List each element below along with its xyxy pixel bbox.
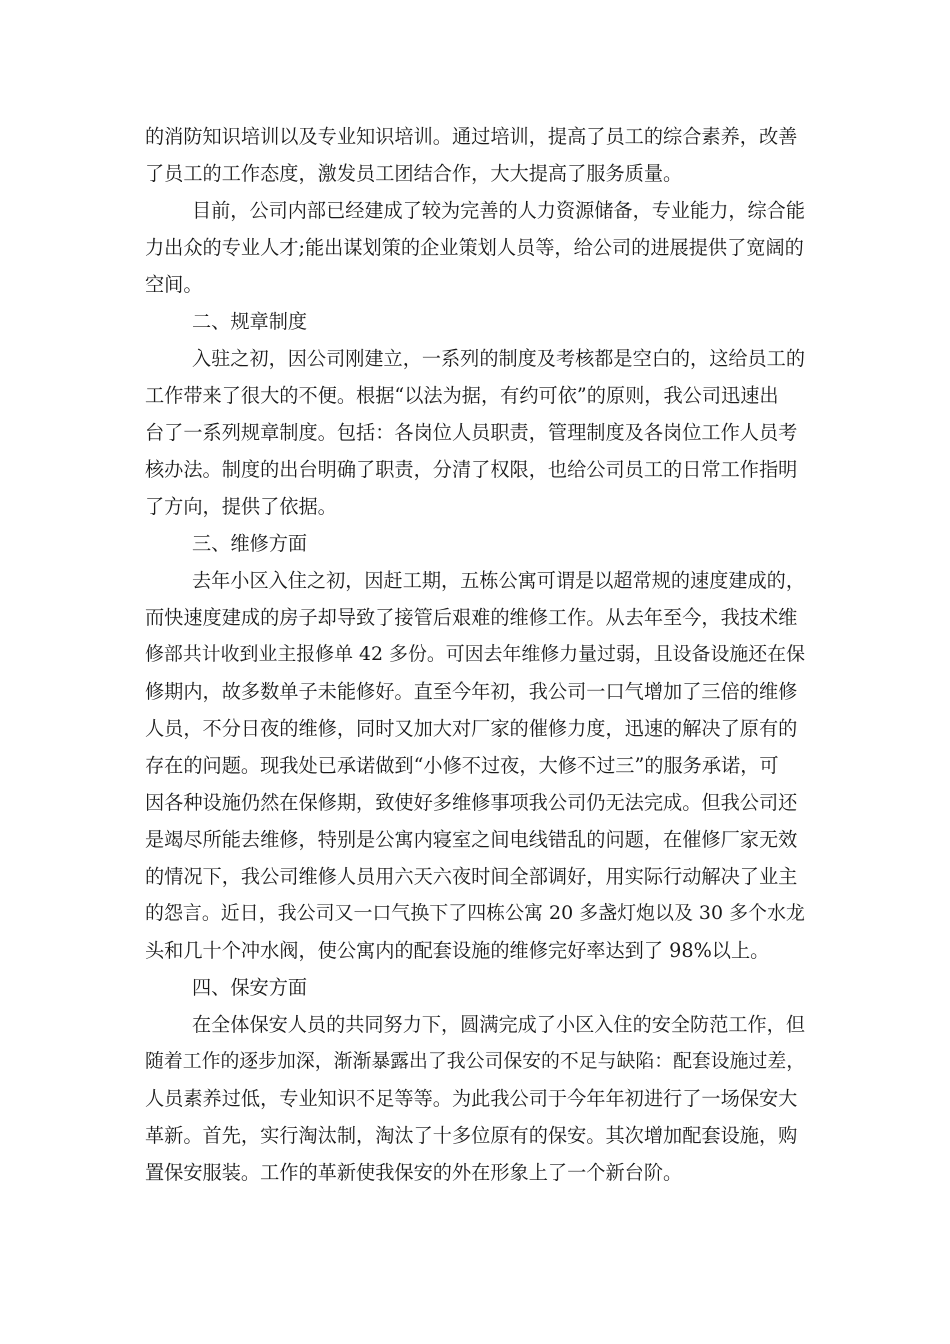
text-line: 空间。 bbox=[145, 273, 203, 296]
text-line: 修期内，故多数单子未能修好。直至今年初，我公司一口气增加了三倍的维修 bbox=[145, 680, 798, 703]
text-line: 随着工作的逐步加深，渐渐暴露出了我公司保安的不足与缺陷：配套设施过差， bbox=[145, 1050, 806, 1072]
text-line: 工作带来了很大的不便。根据“以法为据，有约可依”的原则，我公司迅速出 bbox=[145, 384, 779, 407]
text-line: 力出众的专业人才;能出谋划策的企业策划人员等，给公司的进展提供了宽阔的 bbox=[145, 236, 804, 259]
section-heading: 二、规章制度 bbox=[192, 310, 308, 333]
text-line: 是竭尽所能去维修，特别是公寓内寝室之间电线错乱的问题，在催修厂家无效 bbox=[145, 828, 798, 851]
text-line: 去年小区入住之初，因赶工期，五栋公寓可谓是以超常规的速度建成的， bbox=[192, 569, 805, 592]
text-line: 的消防知识培训以及专业知识培训。通过培训，提高了员工的综合素养，改善 bbox=[145, 125, 798, 148]
text-line: 核办法。制度的出台明确了职责，分清了权限，也给公司员工的日常工作指明 bbox=[145, 458, 798, 481]
text-line: 台了一系列规章制度。包括：各岗位人员职责，管理制度及各岗位工作人员考 bbox=[145, 421, 798, 444]
section-heading: 三、维修方面 bbox=[192, 532, 308, 555]
text-line: 了方向，提供了依据。 bbox=[145, 495, 337, 518]
document-body bbox=[145, 118, 805, 1191]
text-line: 在全体保安人员的共同努力下，圆满完成了小区入住的安全防范工作，但 bbox=[192, 1013, 805, 1036]
text-line: 头和几十个冲水阀，使公寓内的配套设施的维修完好率达到了 98%以上。 bbox=[145, 939, 770, 962]
text-line: 入驻之初，因公司刚建立，一系列的制度及考核都是空白的，这给员工的 bbox=[192, 347, 805, 370]
text-line: 修部共计收到业主报修单 42 多份。可因去年维修力量过弱，且设备设施还在保 bbox=[145, 643, 805, 665]
text-line: 人员，不分日夜的维修，同时又加大对厂家的催修力度，迅速的解决了原有的 bbox=[145, 717, 798, 740]
text-line: 存在的问题。现我处已承诺做到“小修不过夜，大修不过三”的服务承诺，可 bbox=[145, 754, 779, 777]
text-line: 的情况下，我公司维修人员用六天六夜时间全部调好，用实际行动解决了业主 bbox=[145, 865, 798, 888]
text-line: 而快速度建成的房子却导致了接管后艰难的维修工作。从去年至今，我技术维 bbox=[145, 606, 798, 629]
text-line: 因各种设施仍然在保修期，致使好多维修事项我公司仍无法完成。但我公司还 bbox=[145, 791, 798, 814]
text-line: 革新。首先，实行淘汰制，淘汰了十多位原有的保安。其次增加配套设施，购 bbox=[145, 1124, 798, 1147]
section-heading: 四、保安方面 bbox=[192, 976, 308, 999]
text-line: 的怨言。近日，我公司又一口气换下了四栋公寓 20 多盏灯炮以及 30 多个水龙 bbox=[145, 902, 805, 924]
text-line: 置保安服装。工作的革新使我保安的外在形象上了一个新台阶。 bbox=[145, 1161, 683, 1184]
text-line: 目前，公司内部已经建成了较为完善的人力资源储备，专业能力，综合能 bbox=[192, 199, 805, 222]
text-line: 了员工的工作态度，激发员工团结合作，大大提高了服务质量。 bbox=[145, 162, 683, 185]
text-line: 人员素养过低，专业知识不足等等。为此我公司于今年年初进行了一场保安大 bbox=[145, 1087, 798, 1110]
